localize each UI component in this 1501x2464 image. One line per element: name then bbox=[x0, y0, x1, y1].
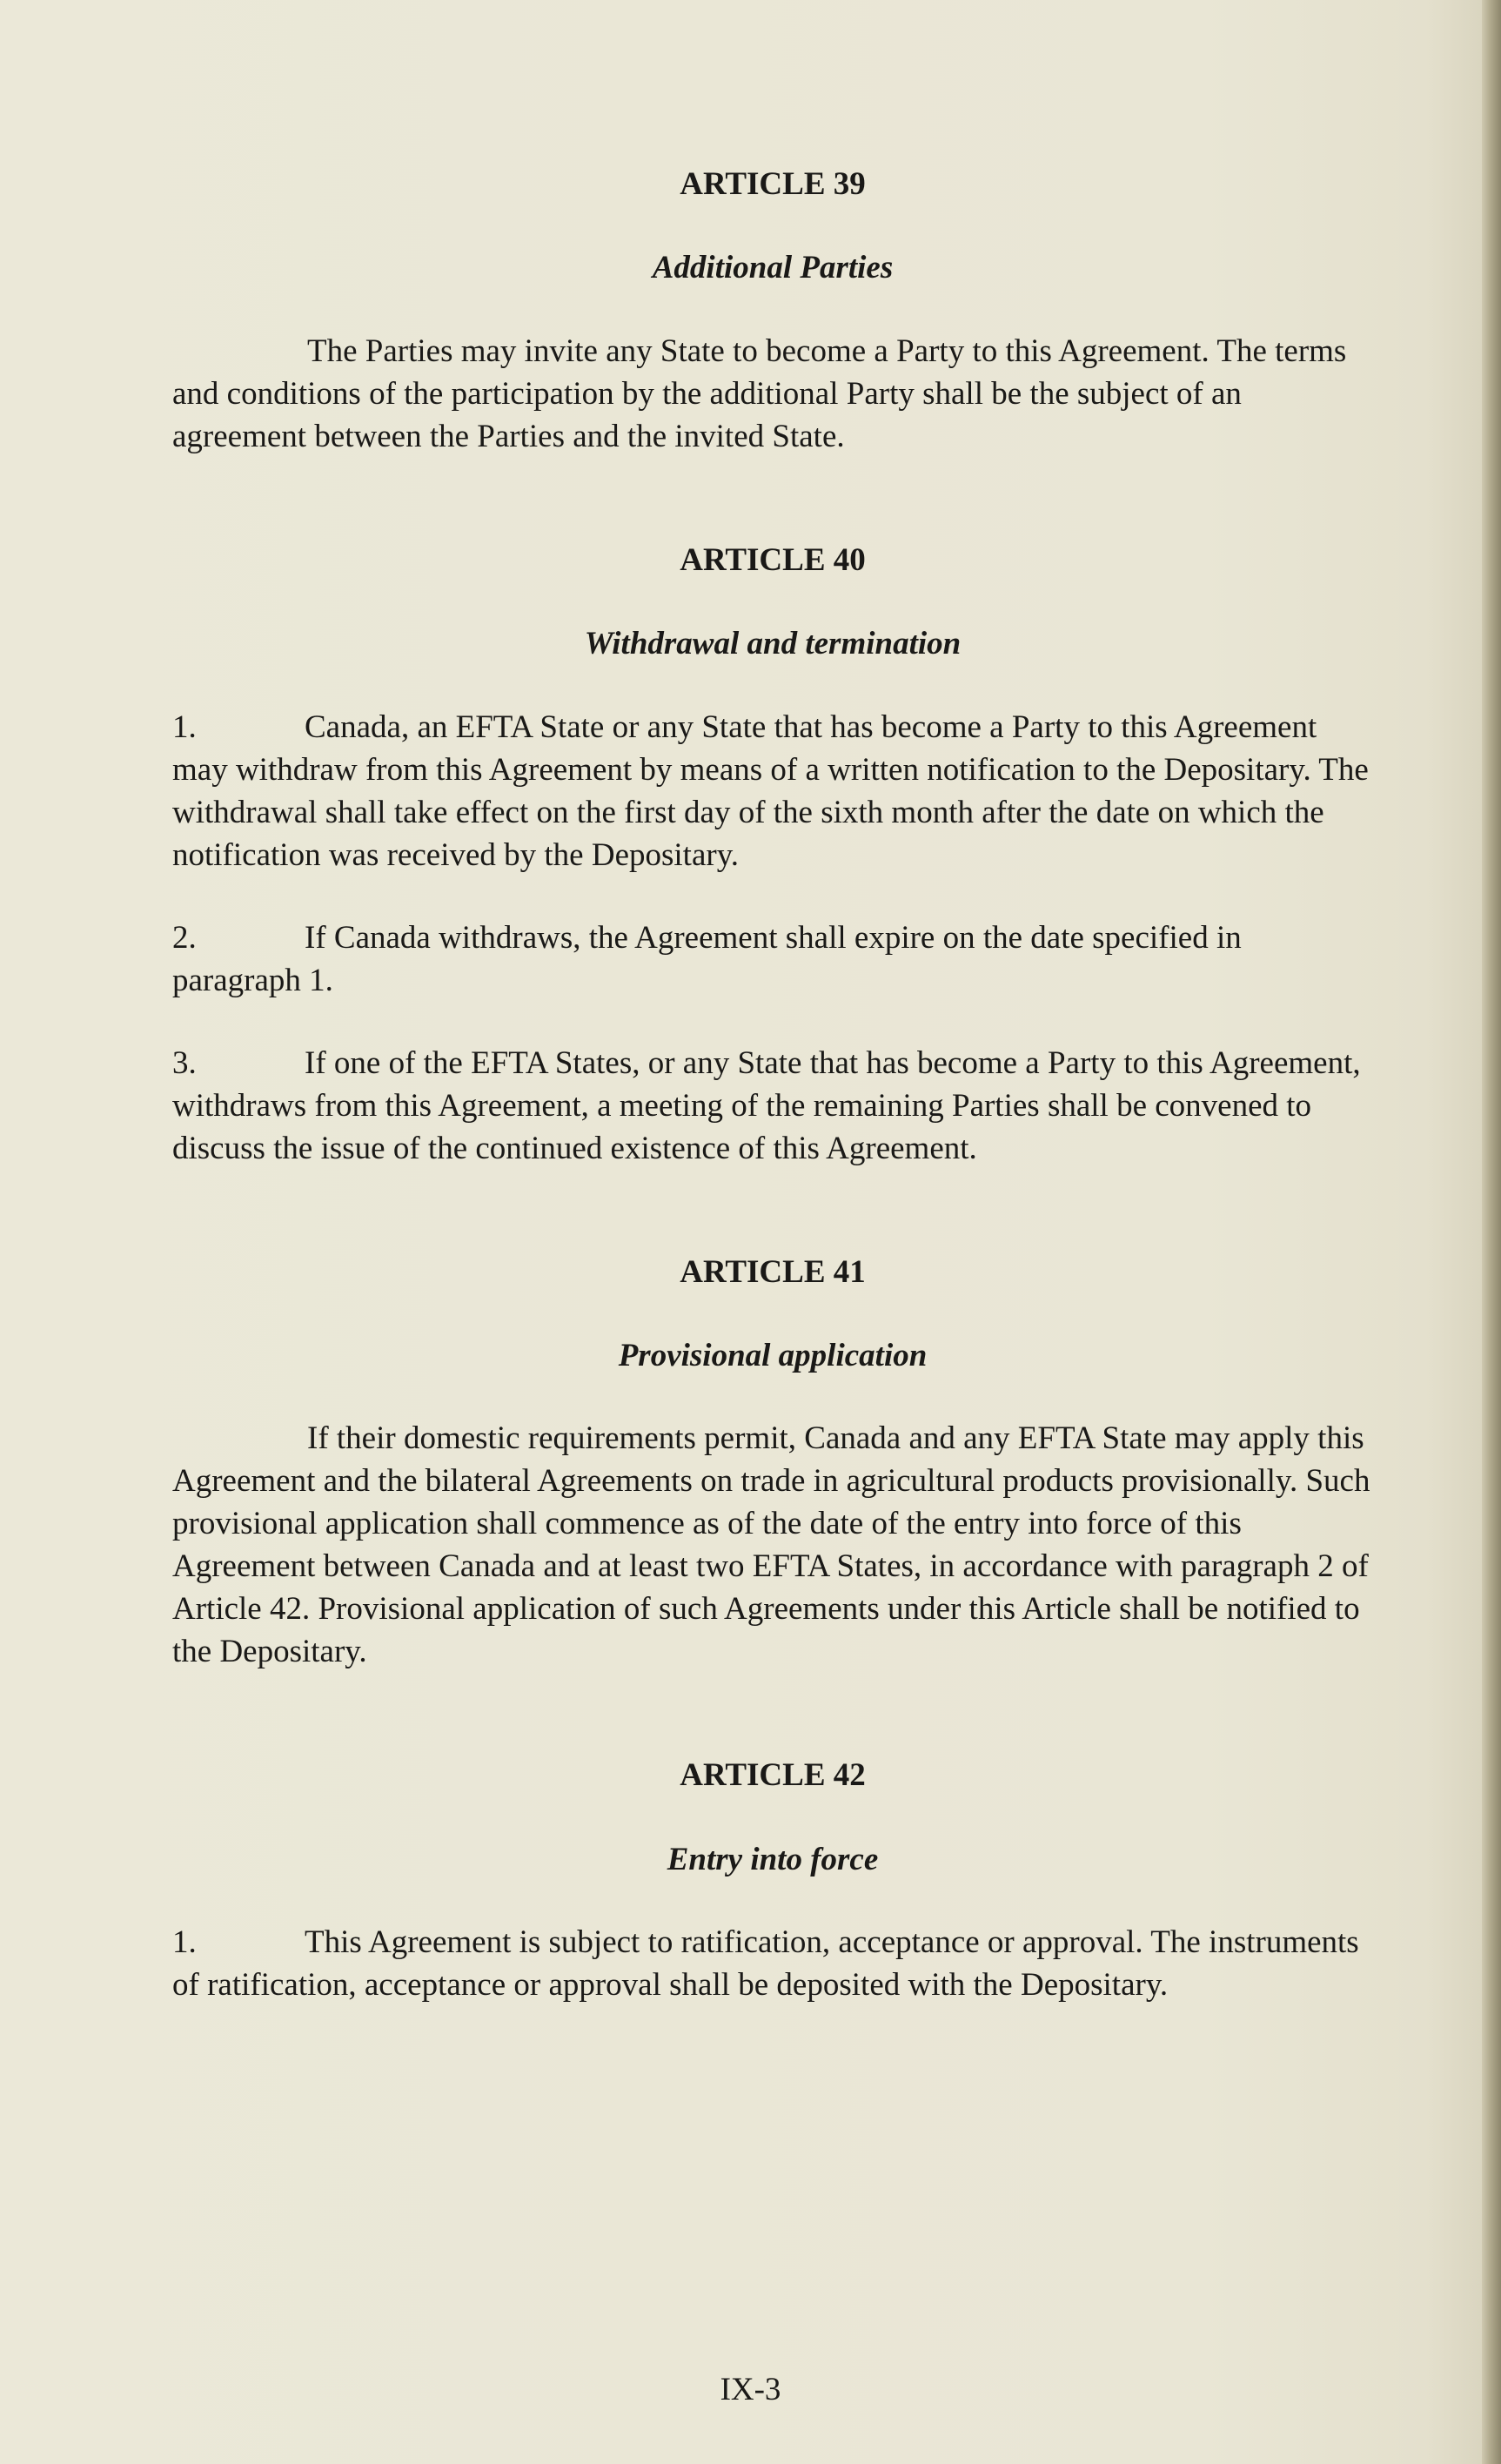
article-40-title: Withdrawal and termination bbox=[584, 626, 962, 662]
paragraph-text: Canada, an EFTA State or any State that has become a Party to this Agreement may withdraw from this Agreement by means of a written notification to the Depositary. The withdrawal shall take effect on the first day of the sixth month after the date on which the notification was received by the Depositary. bbox=[172, 708, 1369, 873]
article-39 bbox=[172, 165, 1373, 458]
paragraph-text: If one of the EFTA States, or any State that has become a Party to this Agreement, withdraws from this Agreement, a meeting of the remaining Parties shall be convened to discuss the issue of the continued existence of this Agreement. bbox=[172, 1044, 1361, 1166]
article-42-heading: ARTICLE 42 bbox=[680, 1757, 866, 1794]
page-binding-edge bbox=[1482, 0, 1501, 2464]
paragraph-number: 1. bbox=[172, 1924, 197, 1961]
paragraph-text: If Canada withdraws, the Agreement shall expire on the date specified in paragraph 1. bbox=[172, 919, 1242, 998]
article-39-heading: ARTICLE 39 bbox=[680, 166, 866, 202]
article-39-title: Additional Parties bbox=[652, 250, 894, 286]
document-content bbox=[172, 165, 1373, 2006]
article-42 bbox=[172, 1756, 1373, 2006]
article-41 bbox=[172, 1253, 1373, 1674]
article-41-title: Provisional application bbox=[618, 1337, 928, 1373]
paragraph-number: 1. bbox=[172, 708, 197, 745]
article-40-paragraph-3 bbox=[172, 1042, 1373, 1170]
article-41-heading: ARTICLE 41 bbox=[680, 1253, 866, 1290]
article-42-paragraph-1 bbox=[172, 1921, 1373, 2006]
article-41-body-text: If their domestic requirements permit, Canada and any EFTA State may apply this Agreement and the bilateral Agreements on trade in agricultural products provisionally. Such provisional application shall commence as of the date of the entry into force of this Agreement between Canada and at least two EFTA States, in accordance with paragraph 2 of Article 42. Provisional application of such Agreements under this Article shall be notified to the Depositary. bbox=[172, 1420, 1370, 1670]
article-42-title: Entry into force bbox=[667, 1841, 879, 1877]
article-41-body bbox=[172, 1417, 1373, 1673]
article-40-paragraph-2 bbox=[172, 916, 1373, 1002]
page-number: IX-3 bbox=[720, 2372, 781, 2407]
article-40-paragraph-1 bbox=[172, 706, 1373, 876]
paragraph-number: 3. bbox=[172, 1044, 197, 1081]
article-40 bbox=[172, 541, 1373, 1170]
paragraph-text: This Agreement is subject to ratification, acceptance or approval. The instruments of ratification, acceptance or approval shall be deposited with the Depositary. bbox=[172, 1924, 1359, 2004]
article-39-body bbox=[172, 330, 1373, 458]
article-40-heading: ARTICLE 40 bbox=[680, 541, 866, 578]
paragraph-number: 2. bbox=[172, 919, 197, 956]
article-39-body-text: The Parties may invite any State to become a Party to this Agreement. The terms and conditions of the participation by the additional Party shall be the subject of an agreement between the Parties and the invited State. bbox=[172, 332, 1347, 454]
